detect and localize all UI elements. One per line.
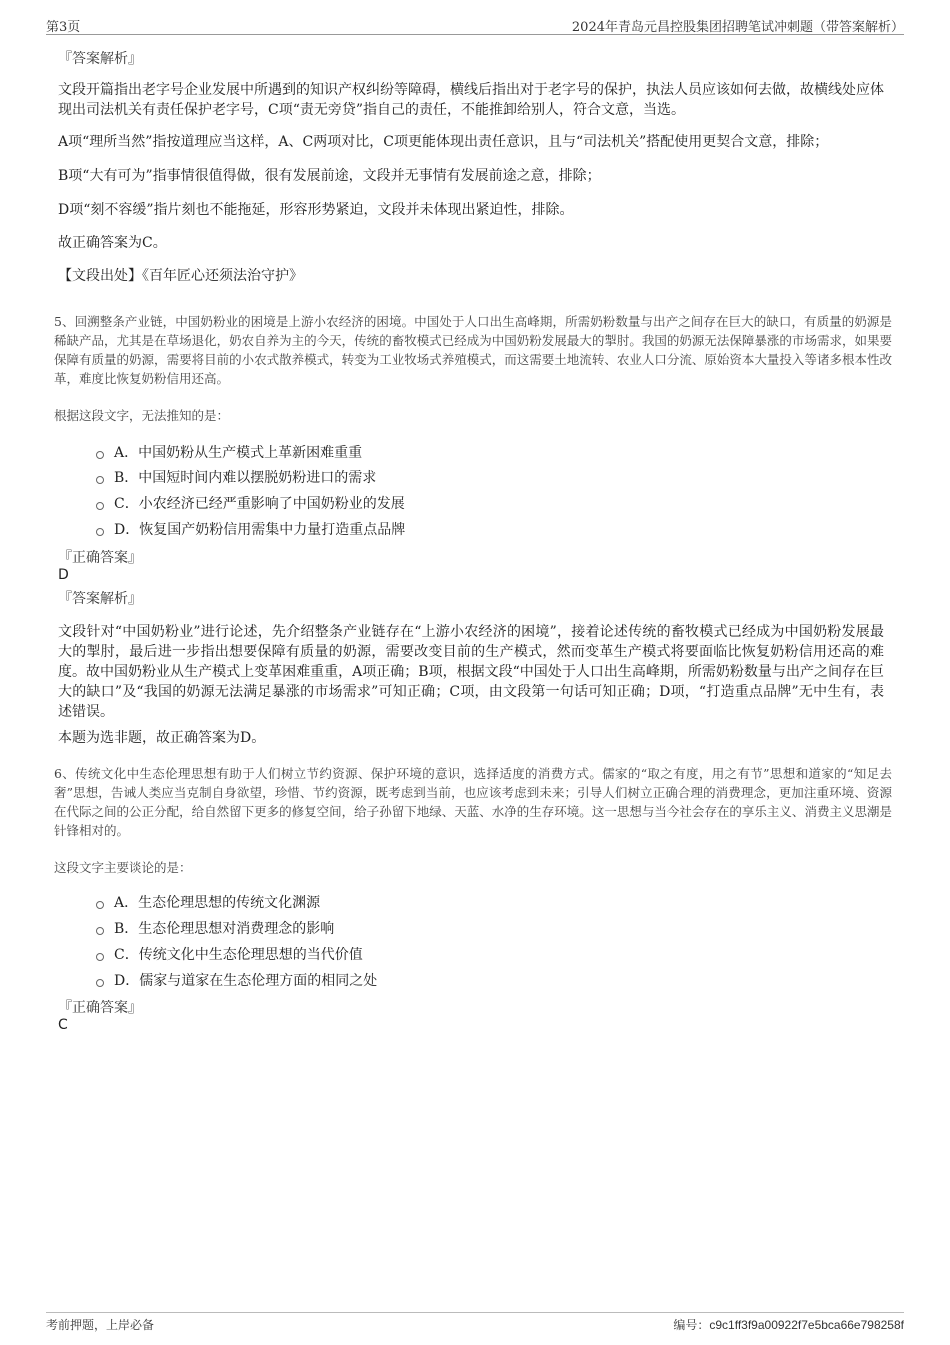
q6-correct-label: 『正确答案』 [58,1000,142,1016]
q5-analysis-label: 『答案解析』 [58,591,142,607]
q5-option-a[interactable] [96,442,362,462]
q6-question-text: 6、传统文化中生态伦理思想有助于人们树立节约资源、保护环境的意识，选择适度的消费方式。儒家的“取之有度，用之有节”思想和道家的“知足去奢”思想，告诫人类应当克制自身欲望，珍惜、节约资源，既考虑到当前，也应该考虑到未来；引导人们树立正确合理的消费理念，更加注重环境、资源在代际之间的公正分配，给自然留下更多的修复空间，给子孙留下地绿、天蓝、水净的生存环境。这一思想与当今社会存在的享乐主义、消费主义思潮是针锋相对的。 [54,766,892,838]
q5-question-text: 5、回溯整条产业链，中国奶粉业的困境是上游小农经济的困境。中国处于人口出生高峰期，所需奶粉数量与出产之间存在巨大的缺口，有质量的奶源是稀缺产品，尤其是在草场退化，奶农自养为主的今天，传统的畜牧模式已经成为中国奶粉发展最大的掣肘。我国的奶源无法保障暴涨的市场需求，如果要保障有质量的奶源，需要将目前的小农式散养模式，转变为工业牧场式养殖模式，而这需要土地流转、农业人口分流、原始资本大量投入等诸多根本性改革，难度比恢复奶粉信用还高。 [54,314,892,386]
q5-option-d-label: D．恢复国产奶粉信用需集中力量打造重点品牌 [114,522,406,538]
q5-analysis-paragraph-2: 本题为选非题，故正确答案为D。 [58,730,266,746]
q6-correct-answer: C [58,1017,68,1033]
q6-option-b[interactable] [96,918,334,938]
document-code: 编号：c9c1ff3f9a00922f7e5bca66e798258f [673,1318,904,1332]
q6-option-a[interactable] [96,892,320,912]
q6-option-c-label: C．传统文化中生态伦理思想的当代价值 [114,947,363,963]
radio-icon[interactable] [96,502,104,510]
page-footer [46,1312,904,1335]
radio-icon[interactable] [96,953,104,961]
q4-analysis-paragraph-3: B项“大有可为”指事情很值得做，很有发展前途，文段并无事情有发展前途之意，排除； [58,168,601,184]
q6-option-c[interactable] [96,944,363,964]
q4-analysis-paragraph-1: 文段开篇指出老字号企业发展中所遇到的知识产权纠纷等障碍，横线后指出对于老字号的保护，执法人员应该如何去做，故横线处应体现出司法机关有责任保护老字号，C项“责无旁贷”指自己的责任，不能推卸给别人，符合文意，当选。 [58,82,884,118]
q4-analysis-paragraph-4: D项“刻不容缓”指片刻也不能拖延，形容形势紧迫，文段并未体现出紧迫性，排除。 [58,202,574,218]
q5-prompt: 根据这段文字，无法推知的是： [54,408,230,423]
q6-option-d[interactable] [96,970,377,990]
page-number: 第3页 [46,20,81,35]
q4-analysis-paragraph-5: 故正确答案为C。 [58,235,167,251]
q5-correct-answer: D [58,567,69,583]
q4-analysis-label: 『答案解析』 [58,51,142,67]
q6-option-d-label: D．儒家与道家在生态伦理方面的相同之处 [114,973,378,989]
q6-prompt: 这段文字主要谈论的是： [54,860,192,875]
q5-option-a-label: A．中国奶粉从生产模式上革新困难重重 [114,445,363,461]
q5-option-d[interactable] [96,519,405,539]
footer-slogan: 考前押题，上岸必备 [46,1318,155,1332]
q5-option-b[interactable] [96,467,376,487]
q5-correct-label: 『正确答案』 [58,550,142,566]
q4-source: 【文段出处】《百年匠心还须法治守护》 [58,268,303,284]
q6-option-b-label: B．生态伦理思想对消费理念的影响 [114,921,335,937]
q6-option-a-label: A．生态伦理思想的传统文化渊源 [114,895,321,911]
q5-option-b-label: B．中国短时间内难以摆脱奶粉进口的需求 [114,470,377,486]
radio-icon[interactable] [96,901,104,909]
radio-icon[interactable] [96,476,104,484]
q4-analysis-paragraph-2: A项“理所当然”指按道理应当这样，A、C两项对比，C项更能体现出责任意识，且与“司法机关”搭配使用更契合文意，排除； [58,134,829,150]
page-header [46,12,904,35]
q5-option-c-label: C．小农经济已经严重影响了中国奶粉业的发展 [114,496,405,512]
document-title: 2024年青岛元昌控股集团招聘笔试冲刺题（带答案解析） [571,20,904,35]
q5-option-c[interactable] [96,493,405,513]
radio-icon[interactable] [96,927,104,935]
q5-analysis-paragraph-1: 文段针对“中国奶粉业”进行论述，先介绍整条产业链存在“上游小农经济的困境”，接着论述传统的畜牧模式已经成为中国奶粉发展最大的掣肘，最后进一步指出想要保障有质量的奶源，需要改变目前的生产模式，然而变革生产模式将要面临比恢复奶粉信用还高的难度。故中国奶粉业从生产模式上变革困难重重，A项正确；B项，根据文段“中国处于人口出生高峰期，所需奶粉数量与出产之间存在巨大的缺口”及“我国的奶源无法满足暴涨的市场需求”可知正确；C项，由文段第一句话可知正确；D项，“打造重点品牌”无中生有，表述错误。 [58,624,884,720]
radio-icon[interactable] [96,528,104,536]
radio-icon[interactable] [96,979,104,987]
radio-icon[interactable] [96,451,104,459]
